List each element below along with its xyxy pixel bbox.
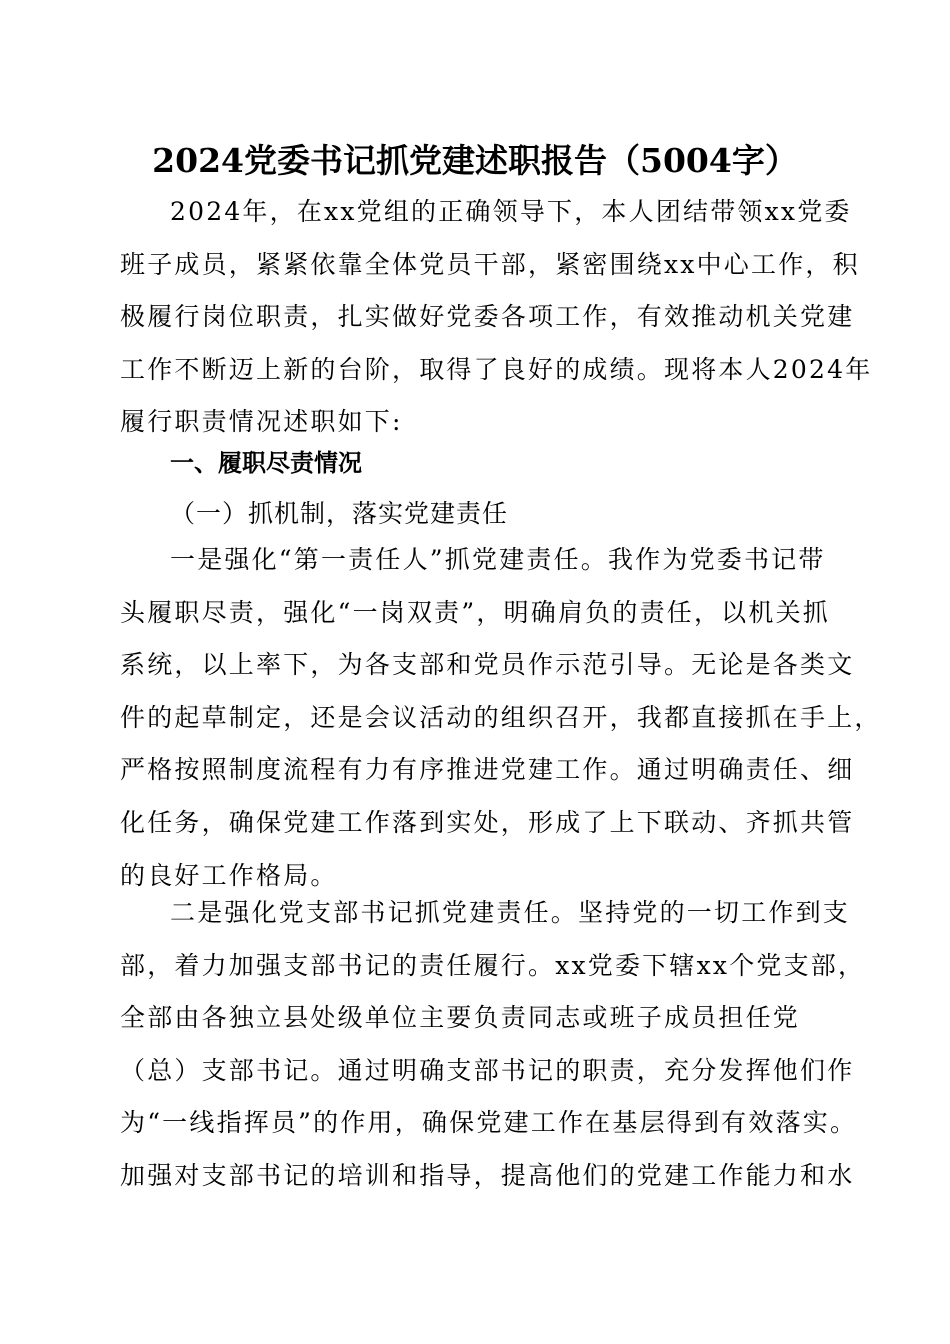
paragraph-line: 为“一线指挥员”的作用，确保党建工作在基层得到有效落实。 — [120, 1108, 858, 1138]
paragraph-line: 全部由各独立县处级单位主要负责同志或班子成员担任党 — [120, 1003, 801, 1033]
intro-paragraph — [120, 186, 873, 449]
intro-line: 班子成员，紧紧依靠全体党员干部，紧密围绕xx中心工作，积 — [120, 249, 860, 279]
paragraph-line: 严格按照制度流程有力有序推进党建工作。通过明确责任、细 — [120, 755, 855, 785]
intro-line: 2024年，在xx党组的正确领导下，本人团结带领xx党委 — [170, 197, 852, 226]
paragraph-line: 化任务，确保党建工作落到实处，形成了上下联动、齐抓共管 — [120, 807, 855, 837]
section-heading: 一、履职尽责情况 — [170, 449, 362, 477]
intro-line: 极履行岗位职责，扎实做好党委各项工作，有效推动机关党建 — [120, 302, 855, 332]
document-title: 2024党委书记抓党建述职报告（5004字） — [152, 141, 798, 180]
intro-line: 履行职责情况述职如下: — [120, 407, 403, 437]
paragraph-line: （总）支部书记。通过明确支部书记的职责，充分发挥他们作 — [120, 1055, 855, 1085]
paragraph-line: 部，着力加强支部书记的责任履行。xx党委下辖xx个党支部， — [120, 950, 866, 980]
paragraph-line: 头履职尽责，强化“一岗双责”，明确肩负的责任，以机关抓 — [120, 597, 830, 627]
paragraph-line: 二是强化党支部书记抓党建责任。坚持党的一切工作到支 — [170, 898, 851, 927]
paragraph-line: 件的起草制定，还是会议活动的组织召开，我都直接抓在手上， — [120, 702, 882, 732]
paragraph-line: 一是强化“第一责任人”抓党建责任。我作为党委书记带 — [170, 545, 826, 574]
paragraph-line: 的良好工作格局。 — [120, 860, 338, 890]
paragraph-first-responsibility — [120, 534, 882, 902]
intro-line: 工作不断迈上新的台阶，取得了良好的成绩。现将本人2024年 — [120, 354, 873, 384]
paragraph-line: 系统，以上率下，为各支部和党员作示范引导。无论是各类文 — [120, 650, 855, 680]
subsection-heading: （一）抓机制，落实党建责任 — [170, 499, 509, 528]
paragraph-line: 加强对支部书记的培训和指导，提高他们的党建工作能力和水 — [120, 1160, 855, 1190]
paragraph-branch-secretary — [120, 887, 866, 1203]
